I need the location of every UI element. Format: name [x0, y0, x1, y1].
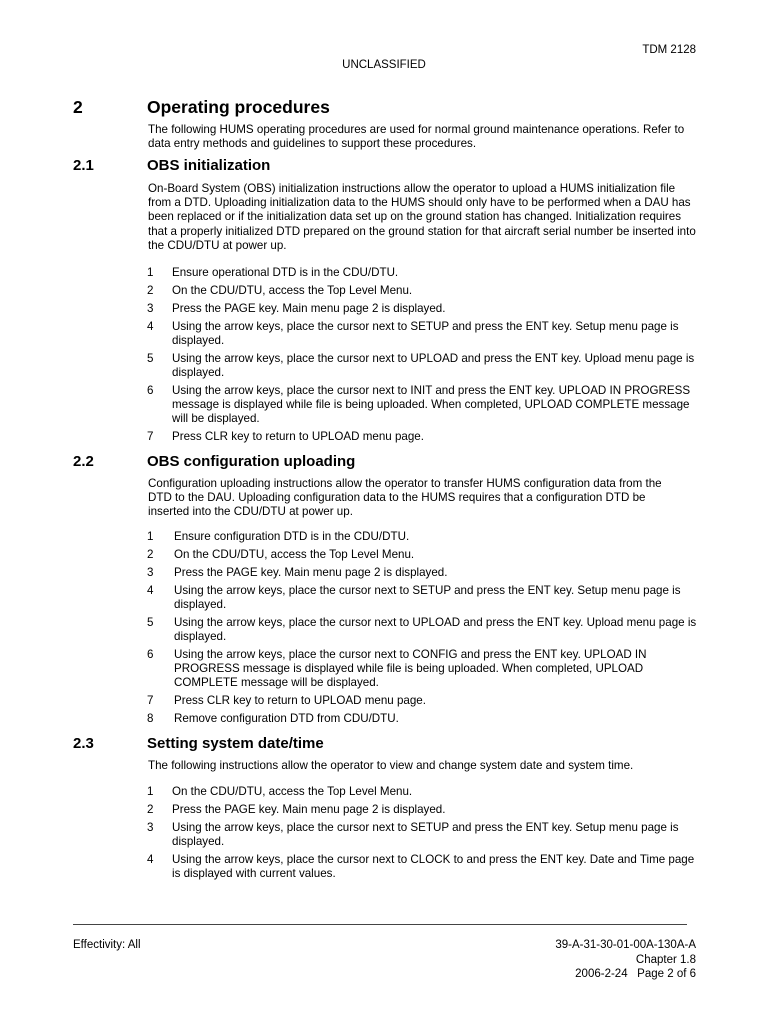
- step-text: Press the PAGE key. Main menu page 2 is displayed.: [172, 302, 446, 316]
- step-text: Press CLR key to return to UPLOAD menu page.: [172, 430, 424, 444]
- steps-list: [147, 530, 697, 730]
- effectivity: Effectivity: All: [73, 939, 141, 951]
- step-number: 7: [147, 694, 154, 708]
- list-item: [147, 384, 697, 426]
- step-text: Press CLR key to return to UPLOAD menu page.: [174, 694, 426, 708]
- step-text: On the CDU/DTU, access the Top Level Menu.: [172, 785, 413, 798]
- footer-reference: [480, 938, 696, 982]
- step-number: 4: [147, 853, 154, 867]
- step-text: Remove configuration DTD from CDU/DTU.: [174, 712, 399, 726]
- step-text: Press the PAGE key. Main menu page 2 is displayed.: [172, 803, 446, 817]
- step-text: Using the arrow keys, place the cursor next to CLOCK to and press the ENT key. Date and Time page is displayed with current values.: [172, 853, 695, 881]
- list-item: [147, 530, 697, 544]
- steps-list: [147, 266, 697, 448]
- list-item: [147, 853, 697, 881]
- step-text: Using the arrow keys, place the cursor next to SETUP and press the ENT key. Setup menu page is displayed.: [172, 821, 679, 849]
- step-number: 1: [147, 785, 154, 798]
- step-number: 1: [147, 266, 154, 279]
- step-text: Press the PAGE key. Main menu page 2 is displayed.: [174, 566, 448, 580]
- step-text: Using the arrow keys, place the cursor next to SETUP and press the ENT key. Setup menu page is displayed.: [172, 320, 679, 348]
- step-text: Using the arrow keys, place the cursor next to CONFIG and press the ENT key. UPLOAD IN PROGRESS message is displayed while file is being uploaded. When completed, UPLOAD COMPLETE message will be displayed.: [174, 648, 647, 690]
- list-item: [147, 302, 697, 316]
- list-item: [147, 694, 697, 708]
- step-number: 2: [147, 284, 154, 298]
- step-text: On the CDU/DTU, access the Top Level Menu.: [174, 548, 415, 562]
- list-item: [147, 284, 697, 298]
- section-intro: The following HUMS operating procedures are used for normal ground maintenance operations. Refer to data entry methods and guidelines to support these procedures.: [148, 123, 685, 151]
- step-number: 8: [147, 712, 154, 726]
- date-page-label: 2006-2-24 Page 2 of 6: [575, 968, 696, 981]
- step-number: 3: [147, 821, 154, 835]
- list-item: [147, 803, 697, 817]
- subsection-number: 2.3: [73, 735, 94, 752]
- step-text: Using the arrow keys, place the cursor next to INIT and press the ENT key. UPLOAD IN PROGRESS message is displayed while file is being uploaded. When completed, UPLOAD COMPLETE message will be displayed.: [172, 384, 691, 426]
- step-number: 2: [147, 548, 154, 562]
- subsection-intro: On-Board System (OBS) initialization instructions allow the operator to upload a HUMS initialization file from a DTD. Uploading initialization data to the HUMS should only have to be performed when a DAU has been replaced or if the initialization data set up on the ground station has changed. Initialization requires that a properly initialized DTD prepared on the ground station for that aircraft serial number be inserted into the CDU/DTU at power up.: [148, 182, 696, 252]
- subsection-intro: The following instructions allow the operator to view and change system date and system time.: [148, 759, 634, 772]
- step-text: Ensure operational DTD is in the CDU/DTU.: [172, 266, 399, 279]
- list-item: [147, 712, 697, 726]
- list-item: [147, 566, 697, 580]
- list-item: [147, 584, 697, 612]
- subsection-intro: Configuration uploading instructions allow the operator to transfer HUMS configuration data from the DTD to the DAU. Uploading configuration data to the HUMS requires that a configuration DTD be inserted into the CDU/DTU at power up.: [148, 477, 662, 519]
- subsection-title: OBS initialization: [147, 157, 271, 174]
- step-number: 5: [147, 352, 154, 366]
- list-item: [147, 785, 697, 799]
- list-item: [147, 266, 697, 280]
- footer-divider: [73, 924, 687, 925]
- step-number: 6: [147, 648, 154, 662]
- section-title: Operating procedures: [147, 97, 330, 117]
- step-text: Using the arrow keys, place the cursor next to SETUP and press the ENT key. Setup menu page is displayed.: [174, 584, 681, 612]
- subsection-number: 2.2: [73, 453, 94, 470]
- list-item: [147, 548, 697, 562]
- step-number: 3: [147, 302, 154, 316]
- step-text: Using the arrow keys, place the cursor next to UPLOAD and press the ENT key. Upload menu page is displayed.: [174, 616, 697, 644]
- step-number: 1: [147, 530, 154, 543]
- subsection-number: 2.1: [73, 157, 94, 174]
- step-number: 7: [147, 430, 154, 444]
- step-text: Ensure configuration DTD is in the CDU/DTU.: [174, 530, 410, 543]
- step-number: 3: [147, 566, 154, 580]
- list-item: [147, 320, 697, 348]
- list-item: [147, 821, 697, 849]
- list-item: [147, 648, 697, 690]
- data-module-code: 39-A-31-30-01-00A-130A-A: [555, 939, 696, 951]
- subsection-title: OBS configuration uploading: [147, 453, 356, 470]
- step-number: 6: [147, 384, 154, 398]
- step-number: 4: [147, 320, 154, 334]
- section-number: 2: [73, 97, 83, 117]
- step-number: 4: [147, 584, 154, 598]
- step-text: On the CDU/DTU, access the Top Level Menu.: [172, 284, 413, 298]
- steps-list: [147, 785, 697, 885]
- list-item: [147, 352, 697, 380]
- subsection-title: Setting system date/time: [147, 735, 324, 752]
- step-text: Using the arrow keys, place the cursor next to UPLOAD and press the ENT key. Upload menu page is displayed.: [172, 352, 695, 380]
- step-number: 2: [147, 803, 154, 817]
- chapter-label: Chapter 1.8: [635, 953, 696, 966]
- document-id: TDM 2128: [642, 44, 696, 56]
- list-item: [147, 430, 697, 444]
- list-item: [147, 616, 697, 644]
- classification-marking: UNCLASSIFIED: [342, 59, 426, 71]
- step-number: 5: [147, 616, 154, 630]
